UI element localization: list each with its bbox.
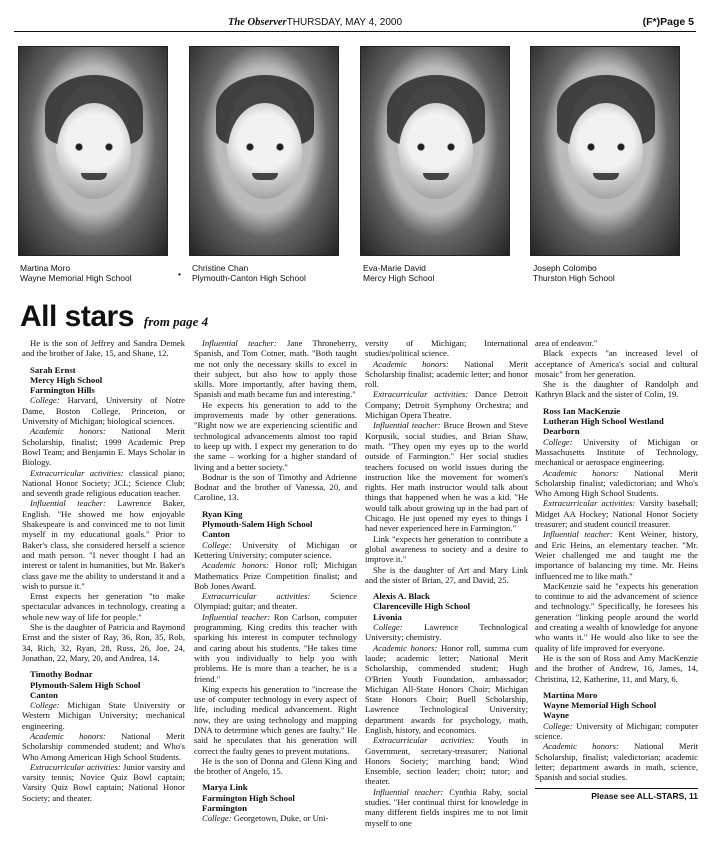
student-school: Plymouth-Salem High School	[202, 519, 313, 530]
student-school: Clarenceville High School	[373, 601, 471, 612]
student-name: Timothy Bodnar	[30, 669, 93, 680]
student-photo	[530, 46, 680, 256]
field-text: Cynthia Raby, social studies. "Her continual thirst for knowledge in many different fields inspires me to not limit myself to one	[365, 786, 528, 828]
student-school: Canton	[30, 689, 58, 700]
article-paragraph: He is the son of Ross and Amy MacKenzie and the brother of Andrew, 16, James, 14, Christina, 12, Katherine, 11, and Mary, 6.	[535, 652, 698, 684]
student-school: Wayne	[543, 710, 569, 721]
student-school: Farmington Hills	[30, 385, 95, 396]
field-label: Extracurricular activities:	[373, 389, 469, 400]
article-paragraph: He is the son of Donna and Glenn King and the brother of Angelo, 15.	[194, 755, 357, 777]
field-text: Bruce Brown and Steve Korpusik, social studies, and Brian Shaw, math. "They open my eyes up to the world outside of Farmington." Her social studies teachers focused on world issues during the instruction like the movement for women's rights. Her math instructor would talk about things that happened when he was a kid. "He would talk about growing up in the bad part of Chicago. He just opened my eyes to things I had never experienced here in Farmington."	[365, 420, 528, 534]
article-column	[22, 338, 185, 846]
article-paragraph	[194, 338, 357, 400]
article-paragraph	[365, 643, 528, 736]
student-name: Ryan King	[202, 508, 243, 519]
article-paragraph: King expects his generation to "increase the use of computer technology in every aspect of life, including medical advancement. Right now, they are using technology and mapping DNA to determine which genes are faulty." He said he speculates that his generation will correct the faulty genes to prevent mutations.	[194, 683, 357, 756]
field-text: University of Michigan or Massachusetts Institute of Technology, mechanical or aerospace engineering.	[535, 436, 698, 468]
article-paragraph: MacKenzie said he "expects his generation to continue to aid the advancement of science and technology." Specifically, he foresees his generation "linking people around the world and creating a wealth of knowledge for anyone who wants it." He would also like to see the quality of life improved for everyone.	[535, 580, 698, 653]
field-text: Ron Carlson, computer programming. King credits this teacher with sparking his interest in computer technology and caring about his students. "He takes time with you individually to help you with problems. He is more than a teacher, he is a friend."	[194, 611, 357, 684]
caption-name: Martina Moro	[20, 263, 71, 273]
article-column	[365, 338, 528, 846]
field-text: Lawrence Baker, English. "He showed me how enjoyable Shakespeare is and convinced me to not limit myself in my educational goals." Prior to Baker's class, she considered herself a science and math person. "I never thought I had an interest or talent in humanities, but Mr. Baker's class gave me the ability to understand it and a wish to pursue it."	[22, 498, 185, 591]
field-label: Extracurricular activities:	[202, 591, 311, 602]
article-paragraph	[535, 498, 698, 529]
header-masthead	[228, 17, 402, 28]
article-paragraph	[194, 612, 357, 684]
student-photo	[189, 46, 339, 256]
field-label: Influential teacher:	[202, 611, 271, 622]
field-label: College:	[30, 395, 60, 406]
student-name: Alexis A. Black	[373, 591, 430, 602]
field-label: Extracurricular activities:	[30, 467, 124, 478]
field-text: Harvard, University of Notre Dame, Boston College, Princeton, or University of Michigan; biological sciences.	[22, 395, 185, 427]
article-paragraph	[365, 735, 528, 786]
headline-jump: from page 4	[143, 314, 209, 329]
caption-school: Thurston High School	[533, 273, 615, 283]
article-paragraph	[194, 813, 357, 823]
field-label: College:	[202, 813, 232, 824]
article-paragraph: She is the daughter of Art and Mary Link and the sister of Brian, 27, and David, 25.	[365, 564, 528, 585]
headline-title: All stars	[20, 300, 134, 333]
field-text: National Merit Scholarship commended student; and Who's Who Among American High School Students.	[22, 730, 185, 762]
field-text: classical piano; National Honor Society; JCL; Science Club; and seventh grade religious education teacher.	[22, 467, 185, 499]
field-label: Extracurricular activities:	[543, 498, 636, 509]
article-paragraph	[22, 762, 185, 803]
article-paragraph	[535, 529, 698, 580]
field-label: College:	[373, 622, 403, 633]
field-text: Varsity baseball; Midget AA Hockey; National Honor Society treasurer; and student council treasurer.	[535, 498, 698, 530]
student-school: Canton	[202, 529, 230, 540]
caption-name: Joseph Colombo	[533, 263, 597, 273]
article-paragraph	[365, 787, 528, 828]
field-label: College:	[30, 700, 60, 711]
article-paragraph: area of endeavor."	[535, 338, 598, 348]
article-paragraph: Ernst expects her generation "to make spectacular advances in technology, creating a whole new way of life for people."	[22, 591, 185, 622]
caption-name: Eva-Marie David	[363, 263, 426, 273]
article-paragraph: She is the daughter of Randolph and Kathryn Black and the sister of Colin, 19.	[535, 379, 698, 400]
student-name: Ross Ian MacKenzie	[543, 405, 621, 416]
article-paragraph	[194, 540, 357, 561]
field-label: Academic honors:	[30, 426, 106, 437]
field-label: Influential teacher:	[543, 529, 613, 540]
article-paragraph	[22, 426, 185, 467]
article-paragraph	[365, 420, 528, 533]
field-text: Honor roll; Michigan Mathematics Prize Competition finalist; and Bob Jones Award.	[194, 560, 357, 591]
student-school: Lutheran High School Westland	[543, 416, 664, 427]
headline	[20, 300, 209, 333]
student-name: Sarah Ernst	[30, 364, 76, 375]
article-column	[535, 338, 698, 846]
field-label: Influential teacher:	[30, 498, 106, 509]
page-number: (F*)Page 5	[642, 16, 694, 28]
article-paragraph	[365, 359, 528, 390]
field-label: Extracurricular activities:	[373, 735, 475, 746]
article-paragraph	[535, 741, 698, 782]
caption-bullet-icon: •	[178, 269, 181, 279]
caption-name: Christine Chan	[192, 263, 249, 273]
field-text: National Merit Scholarship, finalist; 1999 Academic Prep Bowl Team; and Benjamin E. Mays Scholar in Biology.	[22, 426, 185, 468]
field-label: Academic honors:	[30, 730, 106, 741]
continued-on-link[interactable]: Please see ALL-STARS, 11	[535, 788, 698, 801]
student-name: Marya Link	[202, 782, 248, 793]
article-paragraph	[194, 591, 357, 612]
photo-caption	[363, 263, 434, 283]
field-text: Lawrence Technological University; chemistry.	[365, 622, 528, 643]
field-text: Jane Throneberry, Spanish, and Tom Cotner, math. "Both taught me not only the necessary skills to excel in their subject, but also how to apply those skills. More importantly, after having them, Spanish and math became fun and interesting."	[194, 338, 357, 400]
field-label: Influential teacher:	[373, 420, 441, 431]
caption-school: Wayne Memorial High School	[20, 273, 132, 283]
article-paragraph: Bodnar is the son of Timothy and Adrienne Bodnar and the brother of Vanessa, 20, and Caroline, 13.	[194, 471, 357, 503]
photo-caption	[178, 263, 306, 283]
caption-school: Plymouth-Canton High School	[192, 273, 306, 283]
field-label: Influential teacher:	[373, 786, 444, 797]
field-label: College:	[543, 436, 573, 447]
header-date: THURSDAY, MAY 4, 2000	[286, 17, 403, 28]
field-text: Dance Detroit Company; Detroit Symphony Orchestra; and Michigan Opera Theatre.	[365, 389, 528, 421]
article-paragraph	[22, 731, 185, 762]
article-paragraph: He is the son of Jeffrey and Sandra Demek and the brother of Jake, 15, and Shane, 12.	[22, 338, 185, 359]
field-text: Michigan State University or Western Michigan University; mechanical engineering.	[22, 700, 185, 731]
article-paragraph: versity of Michigan; International studies/political science.	[365, 338, 528, 359]
student-school: Plymouth-Salem High School	[30, 679, 141, 690]
page-header	[14, 14, 696, 32]
field-label: Academic honors:	[373, 358, 449, 369]
field-text: Youth in Government, secretary-treasurer; National Honors Society; marching band; Wind Ensemble, section leader; choir; tutor; and theater.	[365, 735, 528, 787]
field-label: Academic honors:	[373, 642, 438, 653]
field-text: University of Michigan; computer science.	[535, 720, 698, 741]
article-paragraph: Black expects "an increased level of acceptance of America's social and cultural mosaic" from her generation.	[535, 348, 698, 379]
field-label: Influential teacher:	[202, 338, 277, 348]
field-text: University of Michigan or Kettering University; computer science.	[194, 539, 357, 560]
field-text: Junior varsity and varsity tennis; Novice Quiz Bowl captain; Varsity Quiz Bowl captain; National Honor Society; and theater.	[22, 761, 185, 803]
field-label: College:	[543, 720, 573, 731]
caption-school: Mercy High School	[363, 273, 435, 283]
photo-caption	[20, 263, 132, 283]
article-paragraph	[365, 622, 528, 643]
article-paragraph	[535, 721, 698, 742]
field-text: National Merit Scholarship finalist; valedictorian; and Who's Who Among High School Students.	[535, 467, 698, 499]
article-paragraph	[22, 395, 185, 426]
paper-name: The Observer	[228, 17, 287, 28]
student-school: Livonia	[373, 611, 402, 622]
student-school: Dearborn	[543, 426, 580, 437]
article-paragraph	[194, 560, 357, 591]
student-school: Farmington	[202, 803, 247, 814]
field-text: National Merit Scholarship, finalist; valedictorian; academic letter; department awards in math, science, Spanish and social studies.	[535, 741, 698, 783]
article-paragraph: Link "expects her generation to contribute a global awareness to society and a desire to improve it."	[365, 533, 528, 565]
article-paragraph: She is the daughter of Patricia and Raymond Ernst and the sister of Ray, 36, Ron, 35, Rob, 34, Rich, 32, Ryan, 28, Russ, 26, Joe, 24, Jonathan, 22, Mary, 20, and Andrea, 14.	[22, 622, 185, 663]
field-text: Kent Weiner, history, and Eric Heins, an elementary teacher. "Mr. Weier challenged me and taught me the importance of balancing my time. Mr. Heins influenced me to like math."	[535, 529, 698, 581]
photo-caption	[533, 263, 615, 283]
student-school: Wayne Memorial High School	[543, 700, 657, 711]
article-paragraph	[365, 389, 528, 420]
field-text: Honor roll, summa cum laude; academic letter; National Merit Scholarship, commended student; Hugh O'Brien Youth Foundation, ambassador; Michigan All-State Honors Choir; Michigan State Honors Choir; Buell Scholarship, Lawrence Technological University; department awards for psychology, math, English, history, and economics.	[365, 642, 528, 735]
article-paragraph	[22, 498, 185, 591]
field-label: College:	[202, 539, 232, 550]
article-column	[194, 338, 357, 846]
field-text: Science Olympiad; guitar; and theater.	[194, 591, 357, 612]
student-school: Mercy High School	[30, 374, 103, 385]
article-paragraph	[22, 468, 185, 499]
field-text: Georgetown, Duke, or Uni-	[231, 813, 329, 824]
student-photo	[18, 46, 168, 256]
field-label: Academic honors:	[202, 560, 269, 571]
field-label: Extracurricular activities:	[30, 761, 121, 772]
article-paragraph	[535, 437, 698, 468]
student-photo	[360, 46, 510, 256]
article-paragraph	[22, 700, 185, 731]
article-paragraph: He expects his generation to add to the improvements made by other generations. "Right now we are experiencing scientific and technological advancements almost too rapid to keep up with. I expect my generation to do the same – working for a higher standard of living and a better society."	[194, 399, 357, 472]
field-text: National Merit Scholarship finalist; academic letter; and honor roll.	[365, 358, 528, 390]
student-school: Farmington High School	[202, 792, 295, 803]
field-label: Academic honors:	[543, 741, 619, 752]
student-name: Martina Moro	[543, 689, 598, 700]
article-paragraph	[535, 468, 698, 499]
field-label: Academic honors:	[543, 467, 619, 478]
